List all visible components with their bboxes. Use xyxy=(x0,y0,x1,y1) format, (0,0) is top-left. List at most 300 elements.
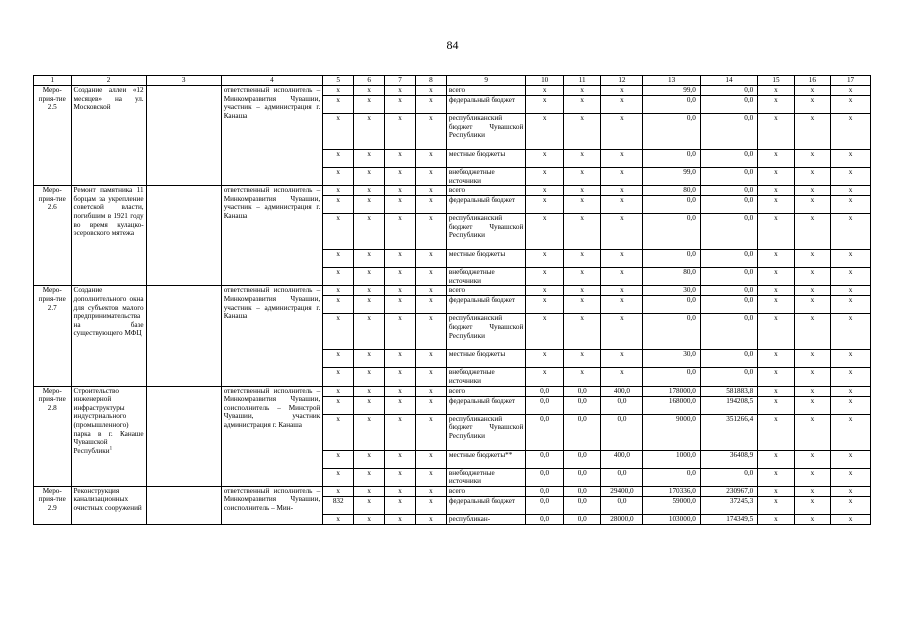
code-cell: x xyxy=(354,386,385,396)
value-cell: x xyxy=(758,168,794,186)
value-cell: 0,0 xyxy=(700,314,757,350)
funding-source: федеральный бюджет xyxy=(446,396,526,414)
table-row xyxy=(34,86,871,96)
value-cell: x xyxy=(601,168,643,186)
funding-source: республиканский бюджет Чувашской Республики xyxy=(446,414,526,450)
value-cell: 0,0 xyxy=(563,414,601,450)
code-cell: x xyxy=(354,496,385,514)
code-cell: x xyxy=(415,486,446,496)
value-cell: x xyxy=(758,396,794,414)
value-cell: 581883,8 xyxy=(700,386,757,396)
value-cell: x xyxy=(794,186,830,196)
code-cell: x xyxy=(354,114,385,150)
value-cell: 0,0 xyxy=(700,250,757,268)
value-cell: 0,0 xyxy=(563,468,601,486)
code-cell: x xyxy=(323,268,354,286)
code-cell: x xyxy=(354,450,385,468)
value-cell: 170336,0 xyxy=(643,486,700,496)
code-cell: x xyxy=(323,450,354,468)
value-cell: x xyxy=(831,150,871,168)
value-cell: x xyxy=(601,350,643,368)
code-cell: x xyxy=(323,296,354,314)
value-cell: x xyxy=(758,414,794,450)
code-cell: x xyxy=(385,514,416,524)
table-row xyxy=(34,186,871,196)
code-cell: x xyxy=(323,486,354,496)
code-cell: x xyxy=(354,186,385,196)
measure-code: Меро-прия-тие 2.5 xyxy=(34,86,72,186)
code-cell: x xyxy=(385,86,416,96)
value-cell: x xyxy=(758,350,794,368)
value-cell: x xyxy=(758,114,794,150)
code-cell: x xyxy=(415,396,446,414)
value-cell: x xyxy=(794,214,830,250)
value-cell: x xyxy=(526,196,564,214)
value-cell: x xyxy=(526,286,564,296)
value-cell: 0,0 xyxy=(700,286,757,296)
value-cell: x xyxy=(601,86,643,96)
funding-source: внебюджетные источники xyxy=(446,268,526,286)
value-cell: x xyxy=(794,368,830,386)
funding-source: внебюджетные источники xyxy=(446,368,526,386)
value-cell: x xyxy=(601,268,643,286)
code-cell: x xyxy=(323,350,354,368)
value-cell: x xyxy=(794,168,830,186)
value-cell: 174349,5 xyxy=(700,514,757,524)
value-cell: 0,0 xyxy=(643,296,700,314)
value-cell: 0,0 xyxy=(643,468,700,486)
value-cell: x xyxy=(563,186,601,196)
value-cell: 0,0 xyxy=(563,386,601,396)
value-cell: x xyxy=(758,468,794,486)
value-cell: 0,0 xyxy=(700,268,757,286)
code-cell: x xyxy=(385,150,416,168)
header-cell: 14 xyxy=(700,76,757,86)
value-cell: x xyxy=(758,514,794,524)
empty-cell xyxy=(146,286,221,386)
code-cell: x xyxy=(385,296,416,314)
measure-name xyxy=(71,86,146,186)
value-cell: x xyxy=(794,414,830,450)
code-cell: x xyxy=(354,414,385,450)
value-cell: x xyxy=(563,150,601,168)
code-cell: x xyxy=(385,350,416,368)
measure-name xyxy=(71,386,146,486)
value-cell: 0,0 xyxy=(643,214,700,250)
code-cell: x xyxy=(415,86,446,96)
value-cell: 0,0 xyxy=(643,314,700,350)
value-cell: x xyxy=(758,368,794,386)
code-cell: x xyxy=(415,514,446,524)
header-cell: 1 xyxy=(34,76,72,86)
code-cell: x xyxy=(354,296,385,314)
value-cell: x xyxy=(526,114,564,150)
value-cell: 0,0 xyxy=(700,114,757,150)
measure-name-text: Создание аллеи «12 месяцев» на ул. Московской xyxy=(73,86,144,112)
code-cell: x xyxy=(354,468,385,486)
value-cell: x xyxy=(563,350,601,368)
responsible-party: ответственный исполнитель – Минкомразвития Чувашии, соисполнитель – Мин- xyxy=(221,486,323,524)
funding-source: федеральный бюджет xyxy=(446,96,526,114)
value-cell: x xyxy=(831,468,871,486)
measure-name-text: Строительство инженерной инфраструктуры индустриального (промышленного) парка в г. Канаше Чувашской Республики xyxy=(73,386,144,455)
funding-source: федеральный бюджет xyxy=(446,196,526,214)
measure-code: Меро-прия-тие 2.6 xyxy=(34,186,72,286)
value-cell: 168000,0 xyxy=(643,396,700,414)
value-cell: 0,0 xyxy=(643,150,700,168)
value-cell: x xyxy=(526,214,564,250)
value-cell: x xyxy=(601,368,643,386)
value-cell: x xyxy=(794,96,830,114)
code-cell: x xyxy=(385,468,416,486)
responsible-party: ответственный исполнитель – Минкомразвития Чувашии, участник – администрация г. Канаша xyxy=(221,86,323,186)
code-cell: x xyxy=(415,368,446,386)
value-cell: 0,0 xyxy=(563,450,601,468)
code-cell: x xyxy=(354,396,385,414)
code-cell: x xyxy=(323,114,354,150)
value-cell: x xyxy=(831,314,871,350)
value-cell: 99,0 xyxy=(643,168,700,186)
measure-code: Меро-прия-тие 2.7 xyxy=(34,286,72,386)
value-cell: 0,0 xyxy=(643,250,700,268)
value-cell: x xyxy=(563,314,601,350)
value-cell: x xyxy=(563,214,601,250)
value-cell: 30,0 xyxy=(643,350,700,368)
value-cell: x xyxy=(563,286,601,296)
code-cell: x xyxy=(323,286,354,296)
value-cell: 0,0 xyxy=(563,496,601,514)
code-cell: x xyxy=(323,186,354,196)
table-row xyxy=(34,486,871,496)
code-cell: x xyxy=(354,268,385,286)
code-cell: x xyxy=(385,396,416,414)
value-cell: 0,0 xyxy=(700,296,757,314)
value-cell: x xyxy=(563,368,601,386)
header-cell: 9 xyxy=(446,76,526,86)
funding-source: местные бюджеты** xyxy=(446,450,526,468)
value-cell: x xyxy=(601,214,643,250)
code-cell: x xyxy=(354,250,385,268)
funding-source: республикан- xyxy=(446,514,526,524)
value-cell: 0,0 xyxy=(601,468,643,486)
code-cell: x xyxy=(415,314,446,350)
code-cell: x xyxy=(385,386,416,396)
code-cell: x xyxy=(354,368,385,386)
value-cell: x xyxy=(563,196,601,214)
value-cell: x xyxy=(794,196,830,214)
value-cell: 351266,4 xyxy=(700,414,757,450)
value-cell: x xyxy=(601,314,643,350)
code-cell: x xyxy=(385,368,416,386)
measure-code: Меро-прия-тие 2.9 xyxy=(34,486,72,524)
value-cell: x xyxy=(758,486,794,496)
value-cell: x xyxy=(831,368,871,386)
measure-name xyxy=(71,286,146,386)
header-row xyxy=(34,76,871,86)
code-cell: x xyxy=(323,368,354,386)
code-cell: x xyxy=(323,250,354,268)
value-cell: x xyxy=(794,468,830,486)
value-cell: x xyxy=(758,386,794,396)
code-cell: x xyxy=(415,196,446,214)
value-cell: x xyxy=(794,286,830,296)
funding-source: местные бюджеты xyxy=(446,150,526,168)
value-cell: x xyxy=(758,314,794,350)
code-cell: x xyxy=(323,214,354,250)
code-cell: x xyxy=(323,150,354,168)
table-row xyxy=(34,386,871,396)
code-cell: x xyxy=(354,214,385,250)
code-cell: x xyxy=(323,86,354,96)
empty-cell xyxy=(146,186,221,286)
code-cell: x xyxy=(415,168,446,186)
value-cell: x xyxy=(831,196,871,214)
header-cell: 12 xyxy=(601,76,643,86)
value-cell: 0,0 xyxy=(601,496,643,514)
value-cell: x xyxy=(831,250,871,268)
value-cell: x xyxy=(794,268,830,286)
value-cell: x xyxy=(563,296,601,314)
value-cell: 0,0 xyxy=(526,468,564,486)
code-cell: x xyxy=(415,114,446,150)
value-cell: 103000,0 xyxy=(643,514,700,524)
value-cell: 0,0 xyxy=(563,396,601,414)
value-cell: x xyxy=(758,450,794,468)
value-cell: x xyxy=(831,450,871,468)
value-cell: x xyxy=(758,150,794,168)
value-cell: 0,0 xyxy=(700,96,757,114)
header-cell: 4 xyxy=(221,76,323,86)
value-cell: x xyxy=(831,186,871,196)
funding-source: внебюджетные источники xyxy=(446,168,526,186)
measure-name-text: Создание дополнительного окна для субъектов малого предпринимательства на базе существующего МФЦ xyxy=(73,286,144,338)
value-cell: 80,0 xyxy=(643,268,700,286)
header-cell: 15 xyxy=(758,76,794,86)
funding-source: всего xyxy=(446,486,526,496)
code-cell: x xyxy=(354,350,385,368)
empty-cell xyxy=(146,86,221,186)
budget-table xyxy=(33,75,871,525)
value-cell: x xyxy=(601,286,643,296)
code-cell: x xyxy=(385,486,416,496)
value-cell: x xyxy=(526,368,564,386)
code-cell: x xyxy=(415,350,446,368)
value-cell: 400,0 xyxy=(601,386,643,396)
value-cell: x xyxy=(601,196,643,214)
value-cell: x xyxy=(831,86,871,96)
value-cell: x xyxy=(758,86,794,96)
code-cell: x xyxy=(354,286,385,296)
code-cell: x xyxy=(323,314,354,350)
code-cell: x xyxy=(415,496,446,514)
value-cell: x xyxy=(758,296,794,314)
code-cell: x xyxy=(385,250,416,268)
header-cell: 10 xyxy=(526,76,564,86)
value-cell: 80,0 xyxy=(643,186,700,196)
code-cell: x xyxy=(415,268,446,286)
value-cell: 36408,9 xyxy=(700,450,757,468)
value-cell: 1000,0 xyxy=(643,450,700,468)
value-cell: 0,0 xyxy=(526,396,564,414)
funding-source: всего xyxy=(446,186,526,196)
value-cell: 0,0 xyxy=(601,396,643,414)
value-cell: 0,0 xyxy=(700,86,757,96)
empty-cell xyxy=(146,386,221,486)
value-cell: 0,0 xyxy=(700,150,757,168)
measure-code: Меро-прия-тие 2.8 xyxy=(34,386,72,486)
value-cell: x xyxy=(831,496,871,514)
value-cell: 178000,0 xyxy=(643,386,700,396)
value-cell: 0,0 xyxy=(526,496,564,514)
code-cell: x xyxy=(415,386,446,396)
header-cell: 17 xyxy=(831,76,871,86)
header-cell: 7 xyxy=(385,76,416,86)
code-cell: x xyxy=(415,286,446,296)
value-cell: 0,0 xyxy=(601,414,643,450)
code-cell: x xyxy=(415,414,446,450)
value-cell: x xyxy=(526,268,564,286)
code-cell: x xyxy=(385,114,416,150)
value-cell: x xyxy=(526,86,564,96)
code-cell: x xyxy=(323,168,354,186)
funding-source: республиканский бюджет Чувашской Республики xyxy=(446,314,526,350)
table-row xyxy=(34,286,871,296)
funding-source: всего xyxy=(446,386,526,396)
value-cell: 0,0 xyxy=(643,114,700,150)
value-cell: x xyxy=(758,496,794,514)
code-cell: x xyxy=(415,296,446,314)
value-cell: x xyxy=(526,96,564,114)
code-cell: x xyxy=(354,486,385,496)
code-cell: x xyxy=(354,168,385,186)
code-cell: x xyxy=(385,214,416,250)
value-cell: x xyxy=(526,350,564,368)
code-cell: x xyxy=(323,196,354,214)
code-cell: x xyxy=(415,214,446,250)
value-cell: x xyxy=(758,214,794,250)
value-cell: x xyxy=(831,350,871,368)
value-cell: x xyxy=(526,250,564,268)
value-cell: x xyxy=(758,186,794,196)
value-cell: 0,0 xyxy=(526,386,564,396)
responsible-party: ответственный исполнитель – Минкомразвития Чувашии, участник – администрация г. Канаша xyxy=(221,286,323,386)
value-cell: 0,0 xyxy=(563,486,601,496)
footnote-mark: 1 xyxy=(109,446,113,452)
code-cell: x xyxy=(323,96,354,114)
value-cell: x xyxy=(831,514,871,524)
funding-source: всего xyxy=(446,286,526,296)
value-cell: x xyxy=(601,150,643,168)
value-cell: x xyxy=(794,496,830,514)
value-cell: x xyxy=(794,250,830,268)
value-cell: 29400,0 xyxy=(601,486,643,496)
value-cell: 0,0 xyxy=(526,514,564,524)
code-cell: x xyxy=(415,96,446,114)
code-cell: x xyxy=(323,468,354,486)
code-cell: x xyxy=(354,96,385,114)
value-cell: x xyxy=(794,386,830,396)
value-cell: x xyxy=(563,114,601,150)
value-cell: 230967,0 xyxy=(700,486,757,496)
funding-source: республиканский бюджет Чувашской Республики xyxy=(446,214,526,250)
value-cell: x xyxy=(831,114,871,150)
value-cell: x xyxy=(601,186,643,196)
funding-source: федеральный бюджет xyxy=(446,496,526,514)
value-cell: x xyxy=(794,86,830,96)
value-cell: x xyxy=(794,150,830,168)
code-cell: x xyxy=(385,314,416,350)
value-cell: x xyxy=(601,250,643,268)
value-cell: x xyxy=(794,514,830,524)
value-cell: x xyxy=(831,414,871,450)
code-cell: x xyxy=(385,414,416,450)
value-cell: 0,0 xyxy=(526,414,564,450)
value-cell: x xyxy=(831,486,871,496)
header-cell: 11 xyxy=(563,76,601,86)
value-cell: x xyxy=(831,268,871,286)
value-cell: x xyxy=(526,314,564,350)
code-cell: x xyxy=(385,268,416,286)
value-cell: x xyxy=(563,268,601,286)
value-cell: x xyxy=(526,168,564,186)
code-cell: x xyxy=(415,250,446,268)
value-cell: 0,0 xyxy=(700,350,757,368)
code-cell: x xyxy=(415,186,446,196)
value-cell: x xyxy=(601,296,643,314)
code-cell: x xyxy=(354,150,385,168)
value-cell: x xyxy=(758,268,794,286)
value-cell: 37245,3 xyxy=(700,496,757,514)
value-cell: 59000,0 xyxy=(643,496,700,514)
value-cell: 0,0 xyxy=(700,196,757,214)
code-cell: x xyxy=(354,196,385,214)
value-cell: 0,0 xyxy=(526,450,564,468)
value-cell: x xyxy=(794,296,830,314)
value-cell: 0,0 xyxy=(700,368,757,386)
value-cell: x xyxy=(526,150,564,168)
code-cell: x xyxy=(415,468,446,486)
code-cell: x xyxy=(385,496,416,514)
code-cell: x xyxy=(385,450,416,468)
value-cell: x xyxy=(831,168,871,186)
value-cell: x xyxy=(526,296,564,314)
value-cell: 0,0 xyxy=(526,486,564,496)
value-cell: 28000,0 xyxy=(601,514,643,524)
measure-name xyxy=(71,486,146,524)
value-cell: x xyxy=(601,96,643,114)
code-cell: x xyxy=(385,96,416,114)
code-cell: x xyxy=(354,314,385,350)
value-cell: x xyxy=(758,96,794,114)
value-cell: 0,0 xyxy=(700,214,757,250)
measure-name xyxy=(71,186,146,286)
value-cell: 0,0 xyxy=(700,168,757,186)
code-cell: x xyxy=(354,514,385,524)
value-cell: x xyxy=(794,314,830,350)
value-cell: 0,0 xyxy=(643,196,700,214)
empty-cell xyxy=(146,486,221,524)
value-cell: x xyxy=(831,96,871,114)
value-cell: x xyxy=(758,196,794,214)
value-cell: 0,0 xyxy=(643,96,700,114)
page-number: 84 xyxy=(446,38,459,52)
measure-name-text: Реконструкция канализационных очистных сооружений xyxy=(73,486,142,512)
code-cell: x xyxy=(323,514,354,524)
header-cell: 8 xyxy=(415,76,446,86)
code-cell: x xyxy=(415,150,446,168)
value-cell: x xyxy=(794,396,830,414)
value-cell: x xyxy=(758,250,794,268)
